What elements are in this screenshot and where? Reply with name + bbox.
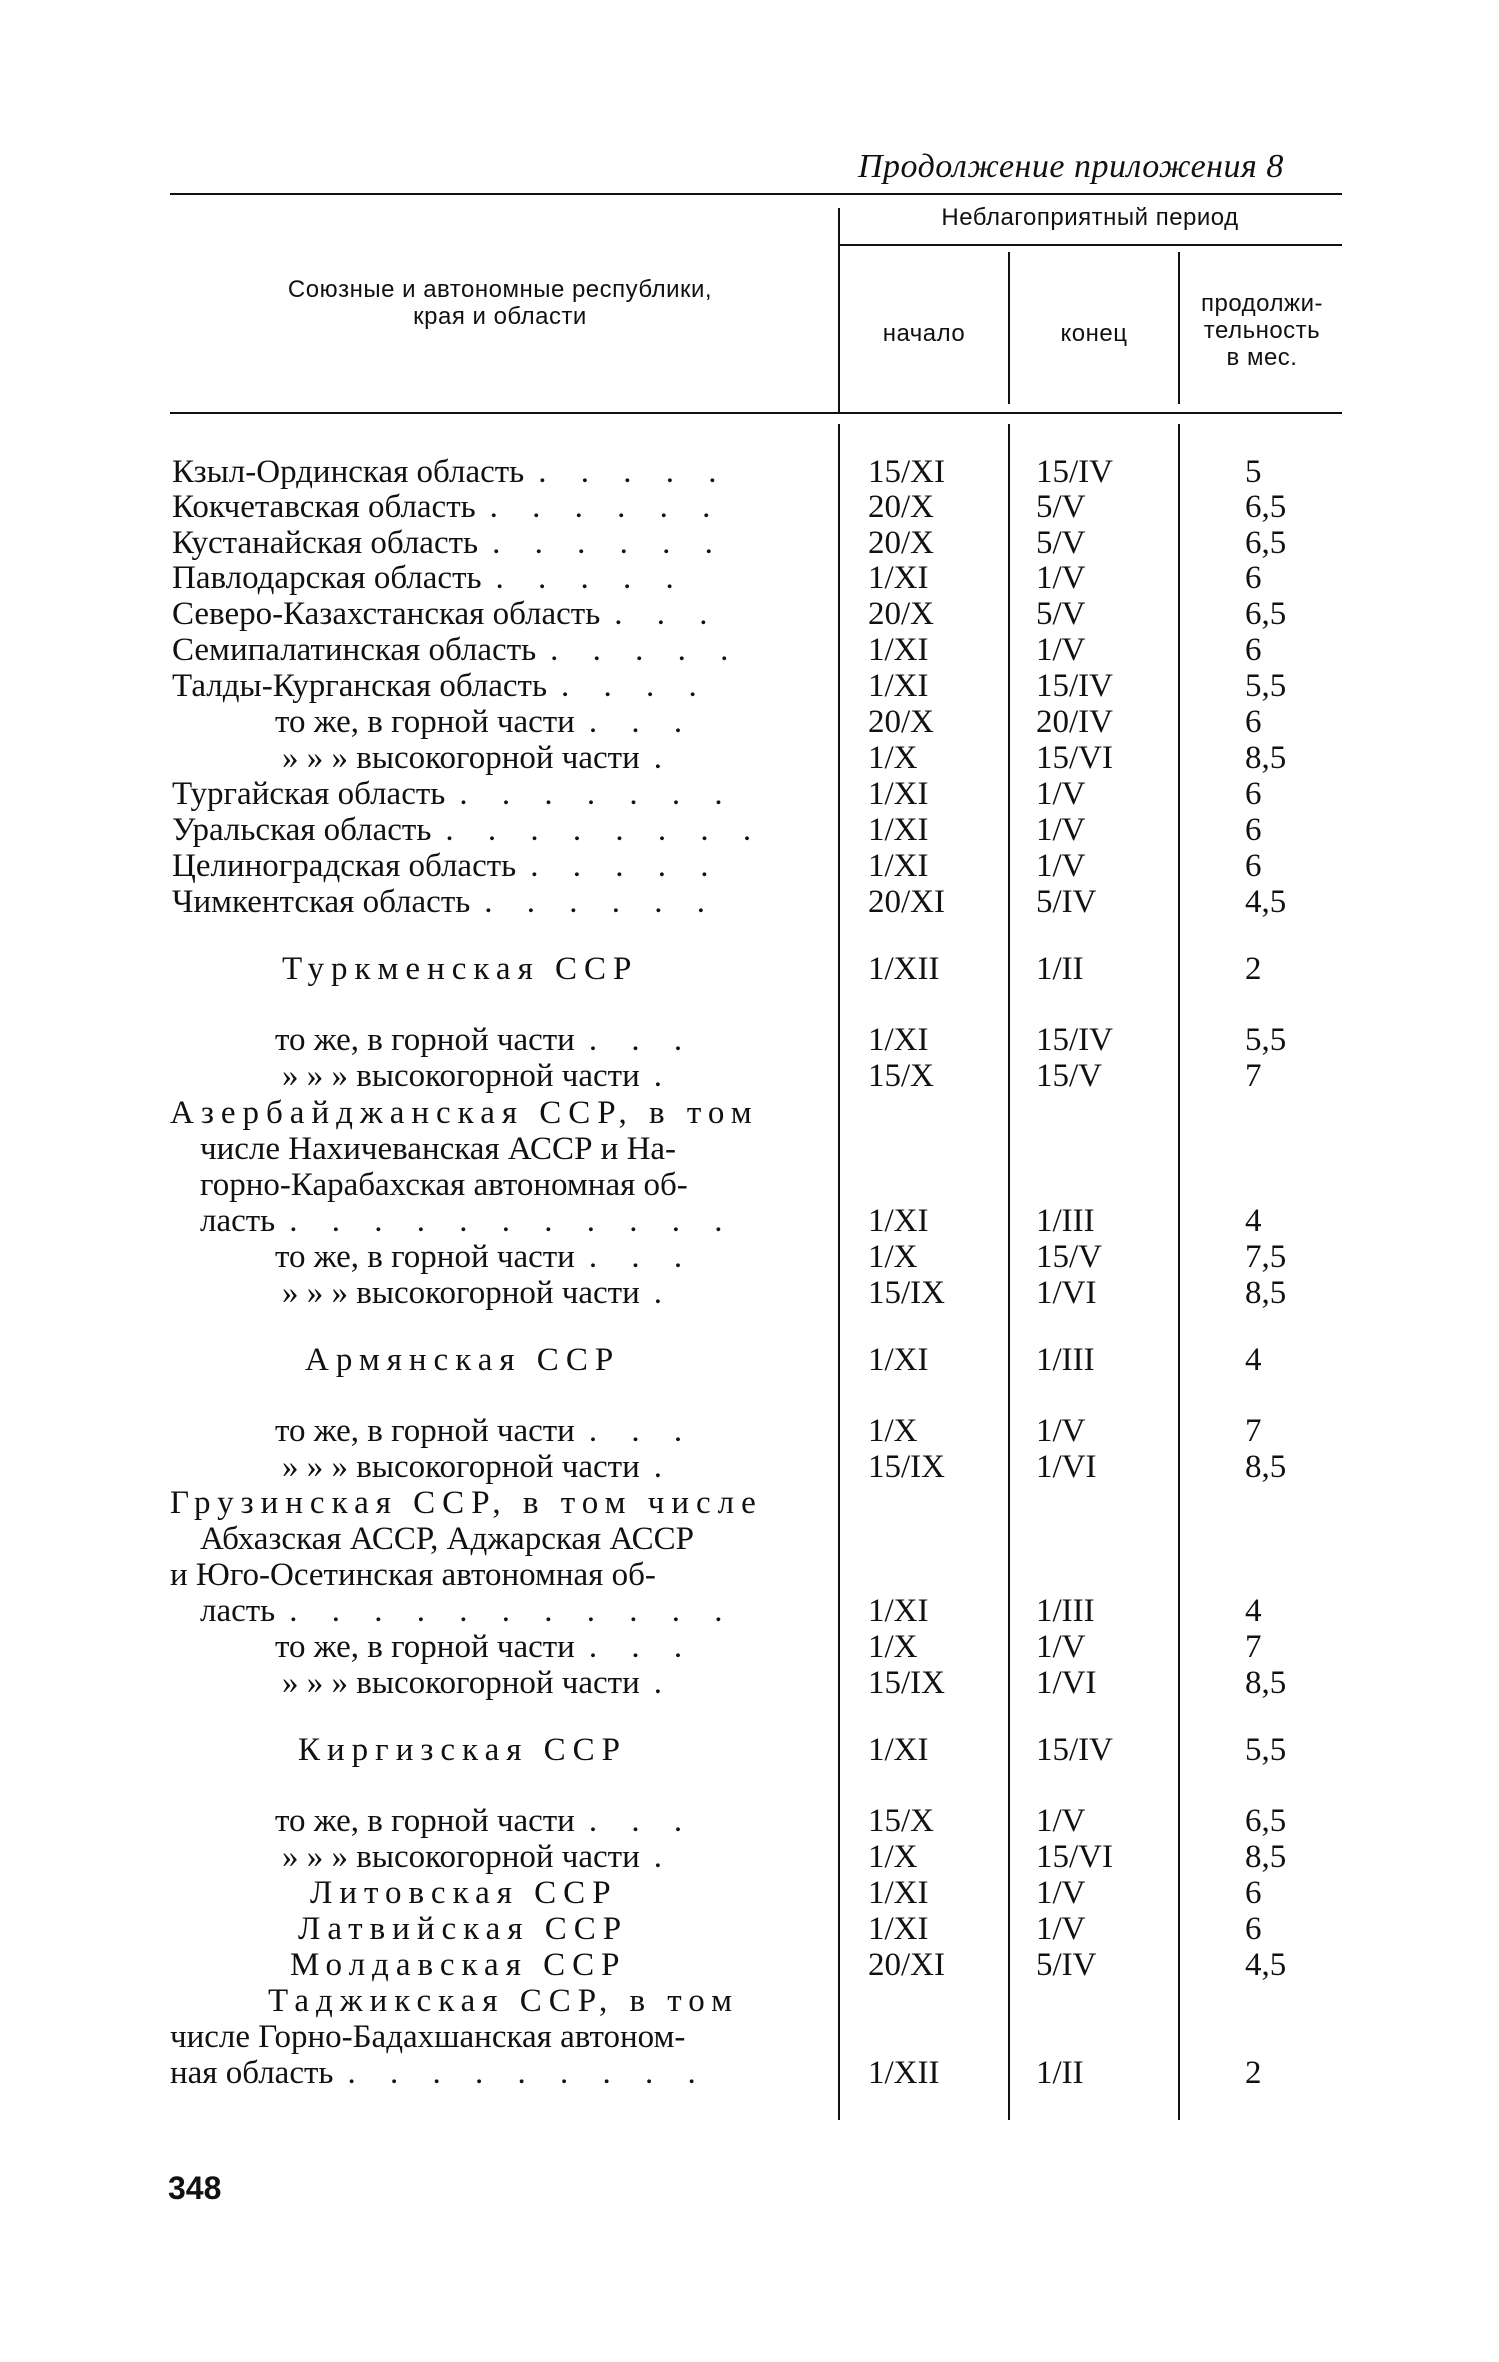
duration-value: 6,5 (1245, 525, 1287, 561)
table-row (0, 1839, 1499, 1875)
end-column-header: конец (1060, 320, 1128, 347)
table-row (0, 632, 1499, 668)
region-label: Тургайская область (172, 776, 446, 812)
leader-dots: . . . (588, 1629, 696, 1665)
end-value: 1/III (1036, 1593, 1095, 1629)
table-row (0, 848, 1499, 884)
leader-dots: . . . . . . . . (445, 812, 765, 848)
group-header-rule (840, 244, 1342, 246)
leader-dots: . . . . . (538, 454, 730, 490)
start-value: 1/XI (868, 632, 929, 668)
table-row (0, 1275, 1499, 1311)
start-value: 20/X (868, 489, 934, 525)
duration-value: 6,5 (1245, 489, 1287, 525)
duration-value: 8,5 (1245, 1275, 1287, 1311)
region-name (172, 632, 741, 668)
duration-value: 4 (1245, 1203, 1262, 1239)
end-value: 20/IV (1036, 704, 1113, 740)
region-name (170, 2019, 685, 2055)
region-label: то же, в горной части (275, 1413, 575, 1449)
start-value: 1/XI (868, 776, 929, 812)
region-name (275, 1022, 695, 1058)
duration-value: 5 (1245, 454, 1262, 490)
duration-value: 7,5 (1245, 1239, 1287, 1275)
region-label: Кустанайская область (172, 525, 479, 561)
end-value: 15/IV (1036, 1022, 1113, 1058)
duration-value: 6 (1245, 1875, 1262, 1911)
region-name (282, 1449, 675, 1485)
start-value: 20/X (868, 704, 934, 740)
duration-value: 4 (1245, 1593, 1262, 1629)
leader-dots: . (653, 740, 676, 776)
table-row (0, 1803, 1499, 1839)
start-value: 1/XI (868, 848, 929, 884)
table-row (0, 1983, 1499, 2019)
region-label: Кокчетавская область (172, 489, 476, 525)
continuation-caption: Продолжение приложения 8 (858, 148, 1284, 185)
region-label: числе Горно-Бадахшанская автоном- (170, 2019, 686, 2055)
start-value: 1/XI (868, 1911, 929, 1947)
region-label: » » » высокогорной части (282, 1275, 640, 1311)
table-row (0, 812, 1499, 848)
region-name (275, 1629, 695, 1665)
duration-value: 6,5 (1245, 1803, 1287, 1839)
end-value: 1/III (1036, 1203, 1095, 1239)
table-row (0, 1947, 1499, 1983)
table-row (0, 776, 1499, 812)
table-row (0, 2019, 1499, 2055)
region-label: » » » высокогорной части (282, 1058, 640, 1094)
leader-dots: . (653, 1449, 676, 1485)
duration-value: 7 (1245, 1413, 1262, 1449)
table-row (0, 1593, 1499, 1629)
leader-dots: . . . . . (550, 632, 742, 668)
end-value: 15/IV (1036, 668, 1113, 704)
leader-dots: . . . . (561, 668, 710, 704)
start-value: 1/XII (868, 2055, 940, 2091)
end-value: 1/III (1036, 1342, 1095, 1378)
region-column-header: Союзные и автономные республики, края и области (287, 276, 713, 330)
start-value: 1/X (868, 740, 918, 776)
duration-value: 4 (1245, 1342, 1262, 1378)
duration-value: 5,5 (1245, 1022, 1287, 1058)
end-value: 1/V (1036, 1413, 1086, 1449)
start-value: 15/X (868, 1058, 934, 1094)
region-name (282, 1275, 675, 1311)
region-label: и Юго-Осетинская автономная об- (170, 1557, 656, 1593)
region-label: » » » высокогорной части (282, 1449, 640, 1485)
duration-value: 6 (1245, 632, 1262, 668)
region-label: Семипалатинская область (172, 632, 537, 668)
region-name (170, 2055, 709, 2091)
region-name (275, 1413, 695, 1449)
region-label: горно-Карабахская автономная об- (200, 1167, 688, 1203)
end-value: 5/IV (1036, 884, 1097, 920)
region-label: то же, в горной части (275, 1803, 575, 1839)
duration-value: 6 (1245, 1911, 1262, 1947)
leader-dots: . . . (588, 704, 696, 740)
region-name (298, 1911, 628, 1947)
end-value: 15/IV (1036, 454, 1113, 490)
start-value: 15/X (868, 1803, 934, 1839)
region-label: Литовская ССР (310, 1875, 618, 1911)
table-row (0, 1095, 1499, 1131)
region-label: Уральская область (172, 812, 432, 848)
duration-value: 8,5 (1245, 1665, 1287, 1701)
region-name (200, 1521, 694, 1557)
region-name (172, 812, 764, 848)
start-value: 1/XI (868, 1022, 929, 1058)
duration-value: 7 (1245, 1629, 1262, 1665)
end-value: 1/V (1036, 1803, 1086, 1839)
region-name (305, 1342, 620, 1378)
region-name (172, 525, 726, 561)
region-label: то же, в горной части (275, 1629, 575, 1665)
column-rule-1 (838, 208, 840, 412)
table-row (0, 489, 1499, 525)
end-value: 1/VI (1036, 1449, 1097, 1485)
start-value: 20/X (868, 596, 934, 632)
region-name (298, 1732, 627, 1768)
leader-dots: . (653, 1058, 676, 1094)
start-value: 1/XI (868, 1342, 929, 1378)
start-value: 20/X (868, 525, 934, 561)
region-label: Целиноградская область (172, 848, 517, 884)
duration-value: 8,5 (1245, 1839, 1287, 1875)
end-value: 1/V (1036, 1875, 1086, 1911)
region-name (200, 1203, 735, 1239)
leader-dots: . . . . . . . . . . . (289, 1593, 736, 1629)
duration-value: 8,5 (1245, 740, 1287, 776)
region-name (200, 1167, 688, 1203)
region-name (172, 489, 723, 525)
table-row (0, 1167, 1499, 1203)
leader-dots: . . . . . . (484, 884, 719, 920)
table-row (0, 1022, 1499, 1058)
start-value: 1/X (868, 1413, 918, 1449)
table-row (0, 1058, 1499, 1094)
table-row (0, 2055, 1499, 2091)
duration-value: 6 (1245, 560, 1262, 596)
region-name (172, 596, 721, 632)
start-value: 15/XI (868, 454, 945, 490)
duration-value: 6 (1245, 812, 1262, 848)
region-name (172, 776, 736, 812)
start-value: 15/IX (868, 1275, 945, 1311)
region-name (200, 1593, 735, 1629)
duration-value: 6,5 (1245, 596, 1287, 632)
leader-dots: . (653, 1839, 676, 1875)
table-row (0, 1875, 1499, 1911)
table-row (0, 1203, 1499, 1239)
column-rule-3 (1178, 252, 1180, 404)
region-label: Молдавская ССР (290, 1947, 627, 1983)
leader-dots: . . . (614, 596, 721, 632)
start-value: 1/XI (868, 1875, 929, 1911)
leader-dots: . . . . . . . . . . . (289, 1203, 736, 1239)
region-name (170, 1557, 656, 1593)
unfavorable-period-header: Неблагоприятный период (941, 204, 1239, 231)
start-value: 1/XI (868, 668, 929, 704)
region-label: » » » высокогорной части (282, 1839, 640, 1875)
duration-value: 8,5 (1245, 1449, 1287, 1485)
table-row (0, 1521, 1499, 1557)
region-name (275, 704, 695, 740)
region-label: Киргизская ССР (298, 1732, 628, 1768)
duration-column-header: продолжи- тельность в мес. (1201, 290, 1323, 371)
leader-dots: . . . . . (495, 560, 687, 596)
table-row (0, 704, 1499, 740)
leader-dots: . . . . . . . (459, 776, 736, 812)
table-row (0, 560, 1499, 596)
header-top-rule (170, 193, 1342, 195)
end-value: 15/V (1036, 1058, 1102, 1094)
end-value: 15/VI (1036, 740, 1113, 776)
region-label: ласть (200, 1593, 276, 1629)
region-name (275, 1803, 695, 1839)
region-name (275, 1239, 695, 1275)
leader-dots: . . . . . . (492, 525, 726, 561)
region-name (172, 884, 718, 920)
region-name (282, 1839, 675, 1875)
end-value: 1/V (1036, 632, 1086, 668)
region-label: Павлодарская область (172, 560, 482, 596)
table-row (0, 1665, 1499, 1701)
region-label: Абхазская АССР, Аджарская АССР (200, 1521, 695, 1557)
duration-value: 2 (1245, 2055, 1262, 2091)
start-value: 1/XII (868, 951, 940, 987)
leader-dots: . . . . . (530, 848, 722, 884)
table-row (0, 1557, 1499, 1593)
duration-value: 6 (1245, 776, 1262, 812)
region-name (172, 668, 710, 704)
duration-value: 5,5 (1245, 668, 1287, 704)
start-value: 1/XI (868, 812, 929, 848)
end-value: 5/IV (1036, 1947, 1097, 1983)
region-label: то же, в горной части (275, 1022, 575, 1058)
region-label: » » » высокогорной части (282, 1665, 640, 1701)
end-value: 1/VI (1036, 1275, 1097, 1311)
region-label: ласть (200, 1203, 276, 1239)
table-row (0, 1449, 1499, 1485)
start-value: 1/XI (868, 1593, 929, 1629)
table-row (0, 1911, 1499, 1947)
end-value: 15/V (1036, 1239, 1102, 1275)
start-column-header: начало (882, 320, 966, 347)
region-name (172, 454, 729, 490)
table-row (0, 884, 1499, 920)
start-value: 1/X (868, 1629, 918, 1665)
end-value: 1/V (1036, 1911, 1086, 1947)
table-row (0, 1239, 1499, 1275)
table-row (0, 1629, 1499, 1665)
region-name (290, 1947, 627, 1983)
start-value: 1/X (868, 1239, 918, 1275)
region-name (170, 1485, 763, 1521)
table-row (0, 1485, 1499, 1521)
end-value: 15/IV (1036, 1732, 1113, 1768)
duration-value: 7 (1245, 1058, 1262, 1094)
leader-dots: . . . . . . (489, 489, 724, 525)
end-value: 1/II (1036, 951, 1084, 987)
table-row (0, 1342, 1499, 1378)
table-row (0, 525, 1499, 561)
region-name (282, 1665, 675, 1701)
end-value: 1/VI (1036, 1665, 1097, 1701)
region-label: Грузинская ССР, в том числе (170, 1485, 763, 1521)
region-name (170, 1095, 759, 1131)
leader-dots: . (653, 1665, 676, 1701)
table-row (0, 596, 1499, 632)
start-value: 15/IX (868, 1665, 945, 1701)
end-value: 1/V (1036, 1629, 1086, 1665)
table-row (0, 668, 1499, 704)
end-value: 1/II (1036, 2055, 1084, 2091)
duration-value: 4,5 (1245, 884, 1287, 920)
region-label: Латвийская ССР (298, 1911, 629, 1947)
end-value: 1/V (1036, 812, 1086, 848)
duration-value: 5,5 (1245, 1732, 1287, 1768)
start-value: 1/XI (868, 1203, 929, 1239)
leader-dots: . . . (588, 1803, 696, 1839)
end-value: 5/V (1036, 596, 1086, 632)
duration-value: 6 (1245, 848, 1262, 884)
table-row (0, 740, 1499, 776)
region-name (172, 848, 721, 884)
leader-dots: . . . . . . . . . (347, 2055, 709, 2091)
table-row (0, 1131, 1499, 1167)
start-value: 20/XI (868, 1947, 945, 1983)
start-value: 15/IX (868, 1449, 945, 1485)
region-label: Таджикская ССР, в том (268, 1983, 740, 2019)
region-name (282, 951, 638, 987)
end-value: 1/V (1036, 776, 1086, 812)
region-name (172, 560, 687, 596)
region-name (200, 1131, 676, 1167)
leader-dots: . . . (588, 1413, 696, 1449)
region-label: то же, в горной части (275, 704, 575, 740)
region-label: ная область (170, 2055, 334, 2091)
region-label: то же, в горной части (275, 1239, 575, 1275)
end-value: 5/V (1036, 525, 1086, 561)
region-label: Кзыл-Ординская область (172, 454, 525, 490)
duration-value: 4,5 (1245, 1947, 1287, 1983)
region-label: Чимкентская область (172, 884, 471, 920)
region-label: Северо-Казахстанская область (172, 596, 601, 632)
start-value: 20/XI (868, 884, 945, 920)
leader-dots: . . . (588, 1022, 696, 1058)
header-bottom-rule (170, 412, 1342, 414)
end-value: 1/V (1036, 560, 1086, 596)
region-label: Туркменская ССР (282, 951, 639, 987)
duration-value: 6 (1245, 704, 1262, 740)
leader-dots: . . . (588, 1239, 696, 1275)
start-value: 1/XI (868, 560, 929, 596)
region-label: » » » высокогорной части (282, 740, 640, 776)
end-value: 1/V (1036, 848, 1086, 884)
region-label: числе Нахичеванская АССР и На- (200, 1131, 677, 1167)
end-value: 5/V (1036, 489, 1086, 525)
region-name (282, 740, 675, 776)
region-name (310, 1875, 618, 1911)
start-value: 1/XI (868, 1732, 929, 1768)
end-value: 15/VI (1036, 1839, 1113, 1875)
page-number: 348 (168, 2170, 222, 2206)
region-label: Армянская ССР (305, 1342, 621, 1378)
region-name (268, 1983, 739, 2019)
region-label: Азербайджанская ССР, в том (170, 1095, 759, 1131)
table-row (0, 951, 1499, 987)
table-row (0, 1732, 1499, 1768)
duration-value: 2 (1245, 951, 1262, 987)
region-label: Талды-Курганская область (172, 668, 548, 704)
column-rule-2 (1008, 252, 1010, 404)
leader-dots: . (653, 1275, 676, 1311)
table-row (0, 454, 1499, 490)
table-row (0, 1413, 1499, 1449)
region-name (282, 1058, 675, 1094)
start-value: 1/X (868, 1839, 918, 1875)
